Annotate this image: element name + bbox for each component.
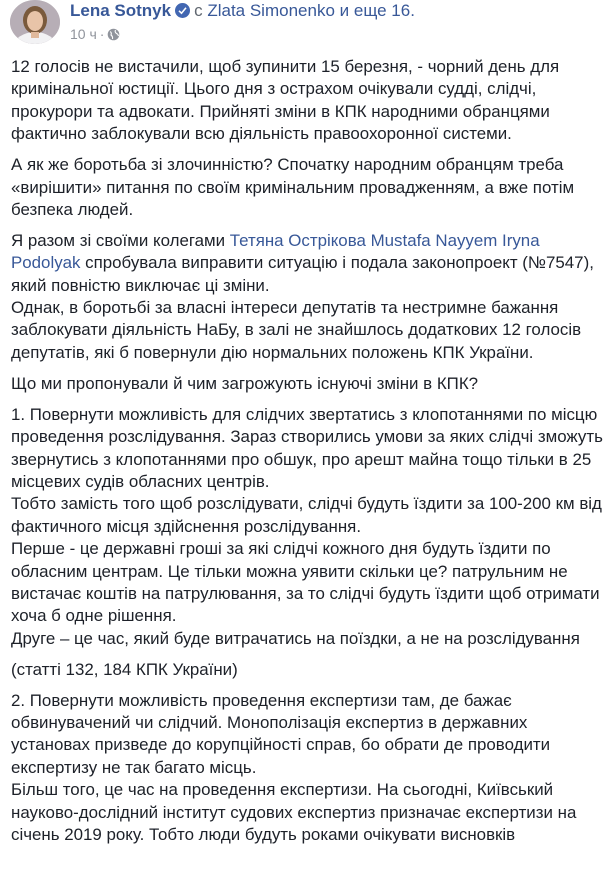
paragraph-colleagues-continuation: Однак, в боротьбі за власні інтереси депутатів та нестримне бажання заблокувати діяльність НаБу, в залі не знайшлось додаткових 12 голосів депутатів, які б повернули дію нормальних положень КПК України. — [11, 298, 582, 362]
point-1-line-2: Тобто замість того щоб розслідувати, слідчі будуть їздити за 100-200 км від фактичного місця здійснення розслідування. — [11, 494, 602, 536]
tagged-person-link[interactable]: Zlata Simonenko — [207, 1, 335, 20]
mention-link[interactable]: Тетяна Острікова — [229, 230, 366, 250]
post-timestamp[interactable]: 10 ч — [70, 26, 97, 42]
paragraph-colleagues-suffix: спробувала виправити ситуацію і подала законопроект (№7547), який повністю виключає ці зміни. — [11, 253, 594, 295]
author-name[interactable]: Lena Sotnyk — [70, 1, 172, 20]
author-avatar[interactable] — [10, 0, 60, 44]
paragraph-colleagues — [11, 230, 607, 364]
point-2-line-2: Більш того, це час на проведення експертизи. На сьогодні, Київський науково-дослідний інститут судових експертиз призначає експертизи на січень 2019 року. Тобто люди будуть роками очікувати висновків — [11, 780, 577, 844]
post-meta — [70, 0, 610, 45]
point-2-text: 2. Повернути можливість проведення експертизи там, де бажає обвинувачений чи слідчий. Монополізація експертиз в державних установах призведе до корупційності справ, бо обрати де проводити експертизу не так багато місць. — [11, 690, 551, 777]
paragraph-question: А як же боротьба зі злочинністю? Спочатку народним обранцям треба «вирішити» питання по своїм кримінальним провадженням, а вже потім безпека людей. — [11, 155, 575, 219]
paragraph-articles-ref: (статті 132, 184 КПК України) — [11, 659, 238, 679]
point-1-line-4: Друге – це час, який буде витрачатись на поїздки, а не на розслідування — [11, 628, 580, 648]
mention-link[interactable]: Iryna Podolyak — [11, 230, 540, 273]
tagged-others-link[interactable]: и еще 16. — [339, 1, 415, 20]
paragraph-colleagues-prefix: Я разом зі своїми колегами — [11, 230, 230, 250]
post-body — [11, 56, 607, 846]
point-1-text: 1. Повернути можливість для слідчих звертатись з клопотаннями по місцю проведення розслідування. Зараз створились умови за яких слідчі зможуть звернутись з клопотаннями про обшук, про арешт майна тощо тільки в 25 місцевих судів обласних центрів. — [11, 404, 603, 491]
globe-icon[interactable] — [107, 27, 120, 45]
paragraph-intro: 12 голосів не вистачили, щоб зупинити 15 березня, - чорний день для кримінальної юстиції. Цього дня з острахом очікували судді, слідчі, прокурори та адвокати. Прийняті зміни в КПК народними обранцями фактично заблокували всю діяльність правоохоронної системи. — [11, 57, 560, 144]
with-prefix: с — [194, 1, 203, 20]
paragraph-point-2 — [11, 690, 607, 847]
verified-badge-icon — [175, 3, 190, 18]
paragraph-proposals-heading: Що ми пропонували й чим загрожують існуючі зміни в КПК? — [11, 373, 479, 393]
post-subline — [70, 25, 610, 45]
meta-separator: · — [99, 26, 105, 42]
paragraph-point-1 — [11, 404, 607, 650]
post-header — [10, 0, 610, 48]
mention-link[interactable]: Mustafa Nayyem — [370, 230, 498, 250]
point-1-line-3: Перше - це державні гроші за які слідчі кожного дня будуть їздити по обласним центрам. Це тільки можна уявити скільки це? патрульним не вистачає коштів на патрулювання, за то слідчі будуть їздити щоб отримати хоча б одне рішення. — [11, 539, 600, 626]
author-line — [70, 0, 610, 22]
